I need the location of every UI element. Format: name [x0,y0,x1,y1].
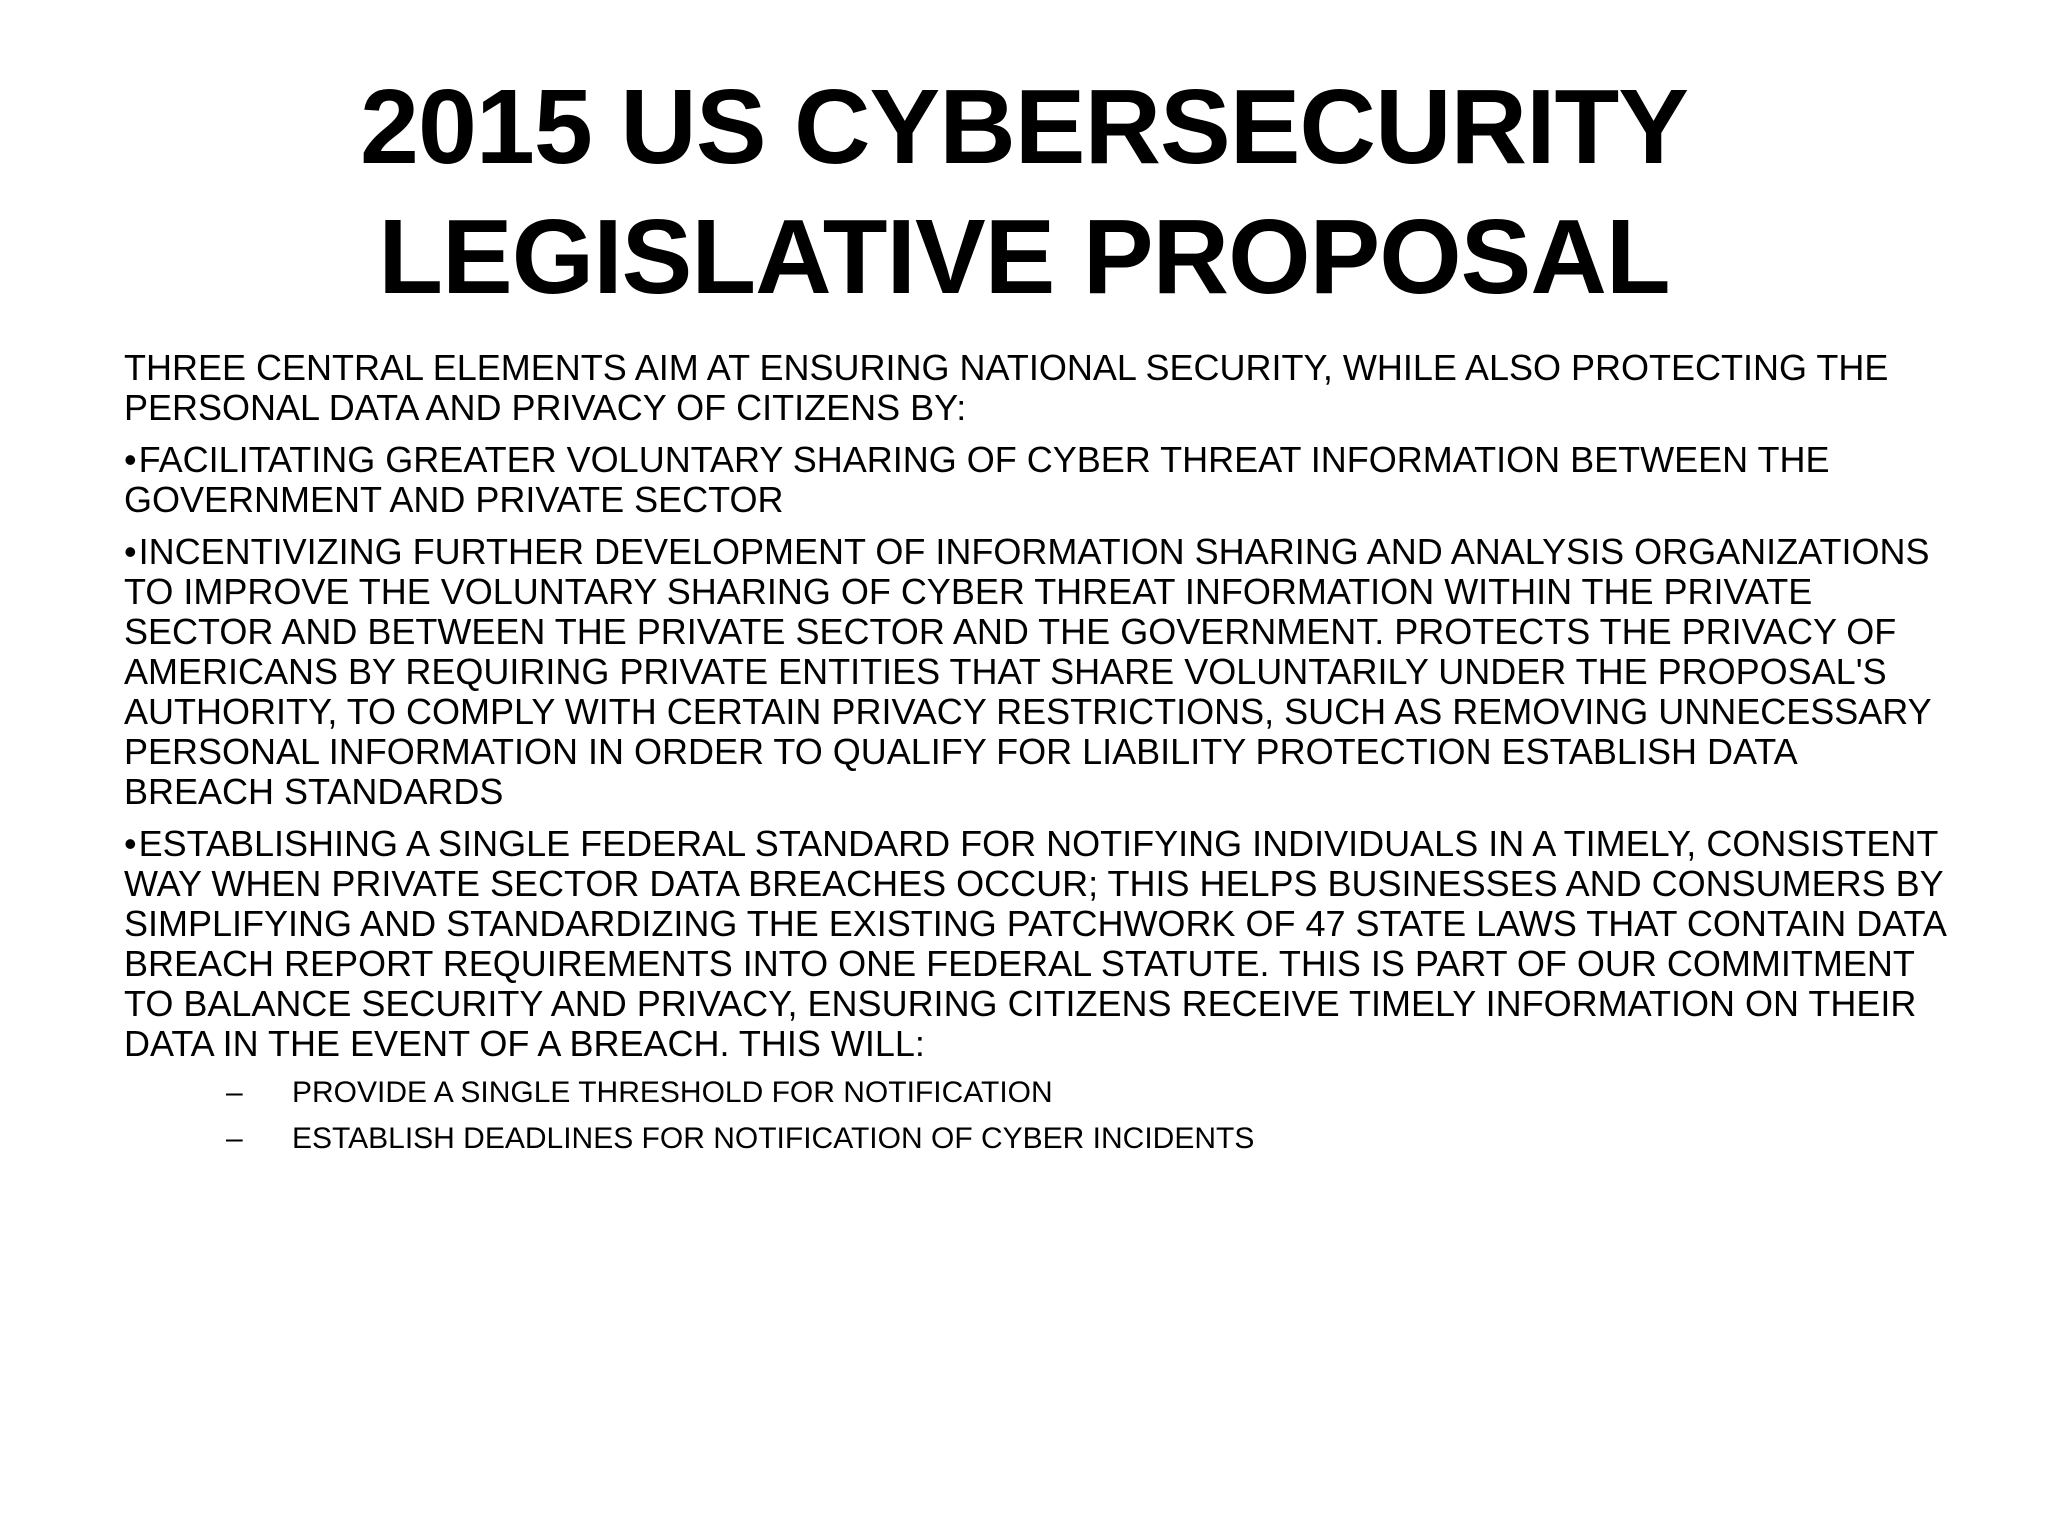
bullet-icon: • [124,531,137,572]
dash-icon: – [226,1076,243,1109]
sub-bullet-item [124,1122,1954,1156]
bullet-icon: • [124,439,137,480]
sub-bullet-item [124,1076,1954,1110]
slide-title: 2015 US CYBERSECURITY LEGISLATIVE PROPOSAL [360,68,1688,316]
bullet-icon: • [124,823,137,864]
bullet-text: ESTABLISHING A SINGLE FEDERAL STANDARD FOR NOTIFYING INDIVIDUALS IN A TIMELY, CONSISTENT WAY WHEN PRIVATE SECTOR DATA BREACHES OCCUR; THIS HELPS BUSINESSES AND CONSUMERS BY SIMPLIFYING AND STANDARDIZING THE EXISTING PATCHWORK OF 47 STATE LAWS THAT CONTAIN DATA BREACH REPORT REQUIREMENTS INTO ONE FEDERAL STATUTE. THIS IS PART OF OUR COMMITMENT TO BALANCE SECURITY AND PRIVACY, ENSURING CITIZENS RECEIVE TIMELY INFORMATION ON THEIR DATA IN THE EVENT OF A BREACH. THIS WILL: [124,823,1945,1064]
bullet-item [124,440,1954,520]
sub-bullet-text: PROVIDE A SINGLE THRESHOLD FOR NOTIFICATION [292,1076,1053,1109]
bullet-text: FACILITATING GREATER VOLUNTARY SHARING OF CYBER THREAT INFORMATION BETWEEN THE GOVERNMENT AND PRIVATE SECTOR [124,439,1830,520]
intro-paragraph: THREE CENTRAL ELEMENTS AIM AT ENSURING NATIONAL SECURITY, WHILE ALSO PROTECTING THE PERSONAL DATA AND PRIVACY OF CITIZENS BY: [124,347,1889,428]
sub-bullet-list [124,1076,1954,1156]
slide-body [124,348,1954,1168]
dash-icon: – [226,1122,243,1155]
bullet-item [124,532,1954,812]
sub-bullet-text: ESTABLISH DEADLINES FOR NOTIFICATION OF CYBER INCIDENTS [292,1122,1255,1155]
bullet-text: INCENTIVIZING FURTHER DEVELOPMENT OF INFORMATION SHARING AND ANALYSIS ORGANIZATIONS TO IMPROVE THE VOLUNTARY SHARING OF CYBER THREAT INFORMATION WITHIN THE PRIVATE SECTOR AND BETWEEN THE PRIVATE SECTOR AND THE GOVERNMENT. PROTECTS THE PRIVACY OF AMERICANS BY REQUIRING PRIVATE ENTITIES THAT SHARE VOLUNTARILY UNDER THE PROPOSAL'S AUTHORITY, TO COMPLY WITH CERTAIN PRIVACY RESTRICTIONS, SUCH AS REMOVING UNNECESSARY PERSONAL INFORMATION IN ORDER TO QUALIFY FOR LIABILITY PROTECTION ESTABLISH DATA BREACH STANDARDS [124,531,1931,812]
bullet-item [124,824,1954,1064]
